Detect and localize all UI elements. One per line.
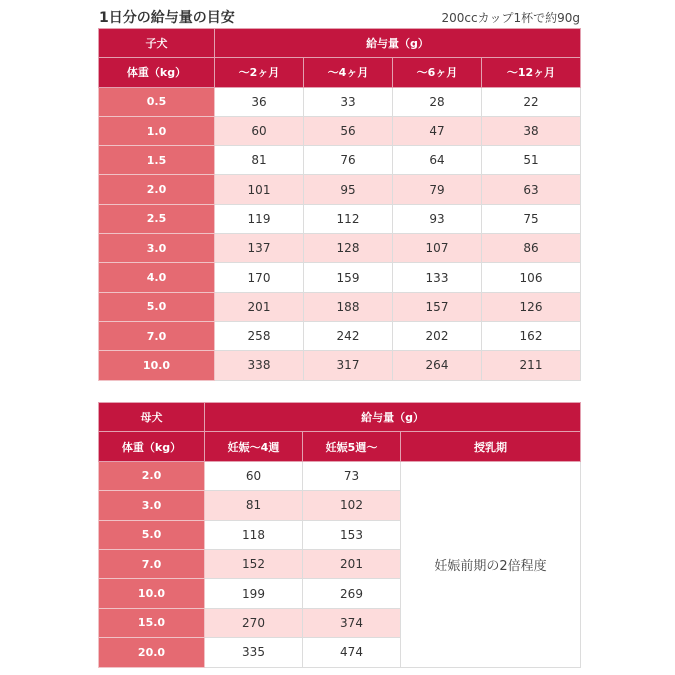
amount-cell: 93 <box>393 204 482 233</box>
amount-cell: 76 <box>304 146 393 175</box>
weight-cell: 2.0 <box>99 461 205 490</box>
amount-cell: 60 <box>215 116 304 145</box>
amount-cell: 75 <box>482 204 581 233</box>
amount-cell: 128 <box>304 234 393 263</box>
weight-cell: 0.5 <box>99 87 215 116</box>
puppy-age-header: ～4ヶ月 <box>304 58 393 87</box>
puppy-weight-header: 体重（kg） <box>99 58 215 87</box>
weight-cell: 7.0 <box>99 549 205 578</box>
weight-cell: 10.0 <box>99 351 215 380</box>
mother-stage-header: 妊娠5週～ <box>303 432 401 461</box>
amount-cell: 202 <box>393 321 482 350</box>
amount-cell: 188 <box>304 292 393 321</box>
mother-label: 母犬 <box>99 403 205 432</box>
mother-stage-header: 妊娠～4週 <box>205 432 303 461</box>
amount-cell: 47 <box>393 116 482 145</box>
table-row <box>99 263 581 292</box>
weight-cell: 4.0 <box>99 263 215 292</box>
weight-cell: 1.0 <box>99 116 215 145</box>
cup-note: 200ccカップ1杯で約90g <box>441 11 580 25</box>
amount-cell: 101 <box>215 175 304 204</box>
amount-cell: 242 <box>304 321 393 350</box>
amount-cell: 86 <box>482 234 581 263</box>
amount-cell: 56 <box>304 116 393 145</box>
table-row <box>99 204 581 233</box>
amount-cell: 170 <box>215 263 304 292</box>
amount-cell: 269 <box>303 579 401 608</box>
amount-cell: 126 <box>482 292 581 321</box>
table-row <box>99 175 581 204</box>
amount-cell: 81 <box>215 146 304 175</box>
amount-cell: 63 <box>482 175 581 204</box>
amount-cell: 95 <box>304 175 393 204</box>
amount-cell: 162 <box>482 321 581 350</box>
amount-cell: 153 <box>303 520 401 549</box>
mother-weight-header: 体重（kg） <box>99 432 205 461</box>
amount-cell: 51 <box>482 146 581 175</box>
weight-cell: 3.0 <box>99 234 215 263</box>
weight-cell: 7.0 <box>99 321 215 350</box>
puppy-age-header: ～12ヶ月 <box>482 58 581 87</box>
table-row <box>99 461 581 490</box>
mother-stage-header: 授乳期 <box>401 432 581 461</box>
puppy-label: 子犬 <box>99 29 215 58</box>
table-row <box>99 87 581 116</box>
amount-cell: 317 <box>304 351 393 380</box>
amount-cell: 28 <box>393 87 482 116</box>
amount-cell: 81 <box>205 491 303 520</box>
amount-cell: 38 <box>482 116 581 145</box>
table-row <box>99 321 581 350</box>
amount-cell: 258 <box>215 321 304 350</box>
amount-cell: 33 <box>304 87 393 116</box>
amount-cell: 211 <box>482 351 581 380</box>
puppy-age-header: ～6ヶ月 <box>393 58 482 87</box>
table-row <box>99 116 581 145</box>
amount-cell: 201 <box>303 549 401 578</box>
amount-cell: 102 <box>303 491 401 520</box>
puppy-feeding-table <box>98 28 581 381</box>
amount-cell: 338 <box>215 351 304 380</box>
amount-cell: 201 <box>215 292 304 321</box>
amount-cell: 22 <box>482 87 581 116</box>
amount-cell: 270 <box>205 608 303 637</box>
puppy-amount-header: 給与量（g） <box>215 29 581 58</box>
table-row <box>99 292 581 321</box>
weight-cell: 15.0 <box>99 608 205 637</box>
amount-cell: 73 <box>303 461 401 490</box>
weight-cell: 20.0 <box>99 638 205 667</box>
weight-cell: 2.5 <box>99 204 215 233</box>
weight-cell: 5.0 <box>99 292 215 321</box>
weight-cell: 5.0 <box>99 520 205 549</box>
amount-cell: 36 <box>215 87 304 116</box>
lactation-note: 妊娠前期の2倍程度 <box>401 461 581 667</box>
amount-cell: 159 <box>304 263 393 292</box>
amount-cell: 79 <box>393 175 482 204</box>
amount-cell: 199 <box>205 579 303 608</box>
weight-cell: 10.0 <box>99 579 205 608</box>
amount-cell: 106 <box>482 263 581 292</box>
mother-feeding-table <box>98 402 581 668</box>
amount-cell: 374 <box>303 608 401 637</box>
amount-cell: 112 <box>304 204 393 233</box>
puppy-age-header: ～2ヶ月 <box>215 58 304 87</box>
mother-amount-header: 給与量（g） <box>205 403 581 432</box>
amount-cell: 119 <box>215 204 304 233</box>
weight-cell: 2.0 <box>99 175 215 204</box>
weight-cell: 1.5 <box>99 146 215 175</box>
table-row <box>99 234 581 263</box>
amount-cell: 264 <box>393 351 482 380</box>
amount-cell: 60 <box>205 461 303 490</box>
amount-cell: 157 <box>393 292 482 321</box>
amount-cell: 133 <box>393 263 482 292</box>
amount-cell: 335 <box>205 638 303 667</box>
amount-cell: 137 <box>215 234 304 263</box>
amount-cell: 474 <box>303 638 401 667</box>
amount-cell: 64 <box>393 146 482 175</box>
amount-cell: 107 <box>393 234 482 263</box>
amount-cell: 152 <box>205 549 303 578</box>
weight-cell: 3.0 <box>99 491 205 520</box>
page-title: 1日分の給与量の目安 <box>99 10 235 26</box>
table-row <box>99 146 581 175</box>
table-row <box>99 351 581 380</box>
amount-cell: 118 <box>205 520 303 549</box>
